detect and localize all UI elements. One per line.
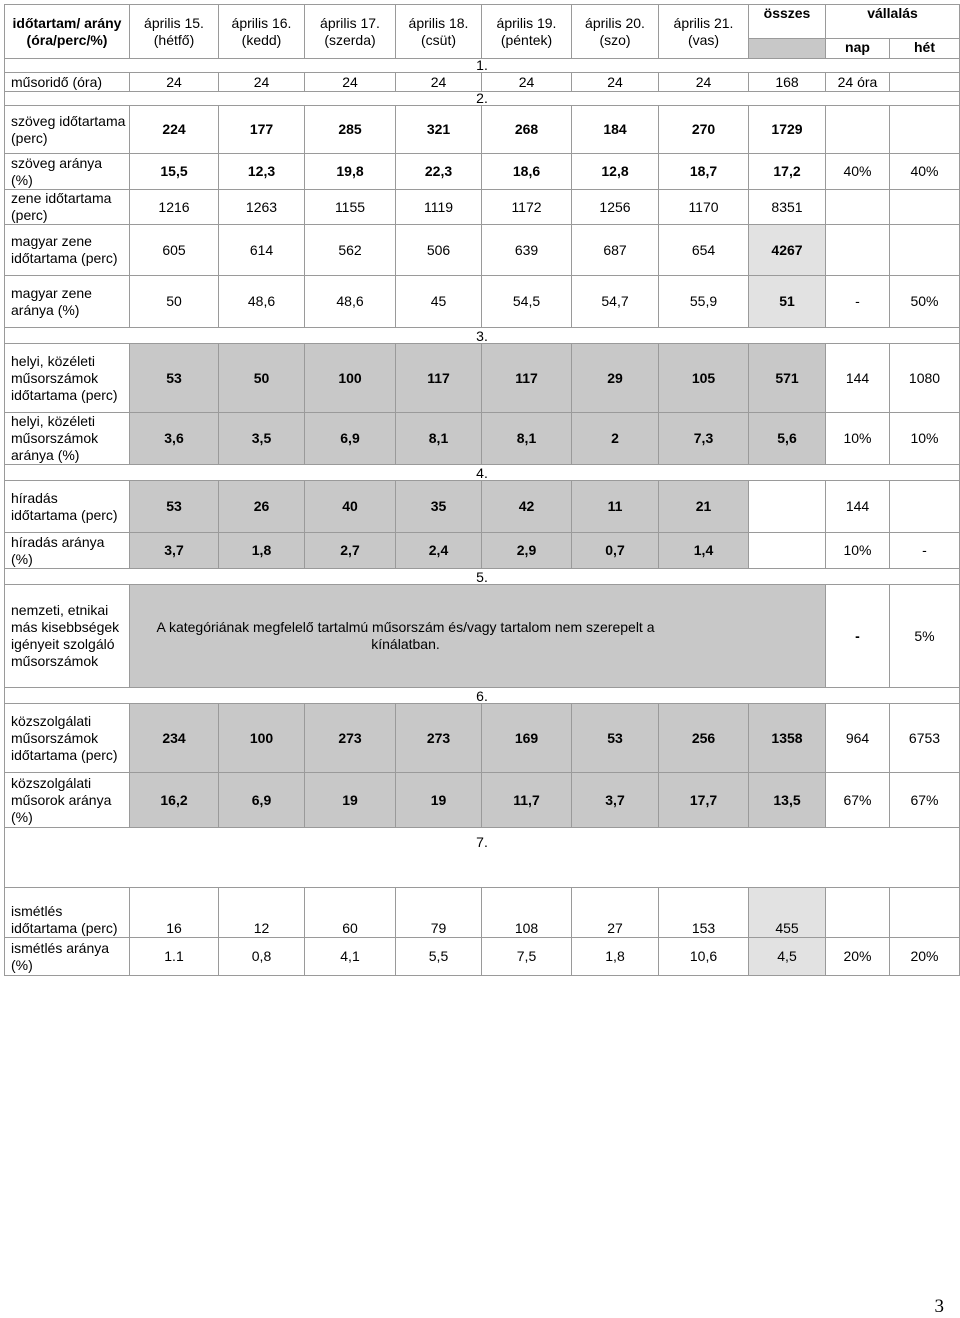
header-day-3: április 17. (szerda) xyxy=(305,5,396,59)
header-total: összes xyxy=(749,5,826,39)
cell: 1170 xyxy=(659,190,749,225)
cell: 100 xyxy=(305,344,396,413)
row-helyi-ido xyxy=(5,344,960,413)
total-cell: 4267 xyxy=(749,225,826,276)
section-5: 5. xyxy=(5,569,960,585)
total-cell: 1729 xyxy=(749,106,826,154)
cell: 1,8 xyxy=(572,938,659,976)
cell: 19,8 xyxy=(305,154,396,190)
commit-day-cell: 67% xyxy=(826,773,890,828)
cell: 639 xyxy=(482,225,572,276)
commit-day-cell: 10% xyxy=(826,413,890,465)
cell: 48,6 xyxy=(219,276,305,328)
cell: 234 xyxy=(130,704,219,773)
cell: 270 xyxy=(659,106,749,154)
cell: 7,3 xyxy=(659,413,749,465)
cell: 24 xyxy=(130,73,219,92)
total-cell: 13,5 xyxy=(749,773,826,828)
cell: 3,5 xyxy=(219,413,305,465)
row-ismetles-ido xyxy=(5,888,960,938)
page-number: 3 xyxy=(934,1296,944,1317)
total-cell: 51 xyxy=(749,276,826,328)
cell: 6,9 xyxy=(305,413,396,465)
cell: 11 xyxy=(572,481,659,533)
row-szoveg-arany xyxy=(5,154,960,190)
commit-day-cell: 40% xyxy=(826,154,890,190)
section-4: 4. xyxy=(5,465,960,481)
cell: 60 xyxy=(305,888,396,938)
row-hirado-arany xyxy=(5,533,960,569)
cell: 18,6 xyxy=(482,154,572,190)
cell: 15,5 xyxy=(130,154,219,190)
header-day-1: április 15. (hétfő) xyxy=(130,5,219,59)
cell: 605 xyxy=(130,225,219,276)
section-2: 2. xyxy=(5,92,960,106)
cell: 53 xyxy=(130,344,219,413)
cell: 16,2 xyxy=(130,773,219,828)
cell: 105 xyxy=(659,344,749,413)
cell: 3,6 xyxy=(130,413,219,465)
cell: 17,7 xyxy=(659,773,749,828)
row-hirado-ido xyxy=(5,481,960,533)
cell: 285 xyxy=(305,106,396,154)
cell: 53 xyxy=(572,704,659,773)
cell: 21 xyxy=(659,481,749,533)
cell: 1216 xyxy=(130,190,219,225)
cell: 11,7 xyxy=(482,773,572,828)
cell: 8,1 xyxy=(482,413,572,465)
cell: 54,5 xyxy=(482,276,572,328)
total-cell: 571 xyxy=(749,344,826,413)
row-helyi-arany xyxy=(5,413,960,465)
commit-week-cell: 40% xyxy=(890,154,960,190)
cell: 153 xyxy=(659,888,749,938)
cell: 614 xyxy=(219,225,305,276)
cell: 8,1 xyxy=(396,413,482,465)
cell: 0,8 xyxy=(219,938,305,976)
commit-week-cell xyxy=(890,73,960,92)
section-7: 7. xyxy=(5,828,960,888)
cell: 12,3 xyxy=(219,154,305,190)
cell: 100 xyxy=(219,704,305,773)
commit-day-cell: - xyxy=(826,585,890,688)
cell: 108 xyxy=(482,888,572,938)
cell: 29 xyxy=(572,344,659,413)
header-row xyxy=(5,5,960,39)
cell: 6,9 xyxy=(219,773,305,828)
cell: 1,4 xyxy=(659,533,749,569)
cell: 117 xyxy=(482,344,572,413)
row-label: magyar zene időtartama (perc) xyxy=(5,225,130,276)
row-label: közszolgálati műsorszámok időtartama (perc) xyxy=(5,704,130,773)
cell: 1172 xyxy=(482,190,572,225)
header-day-4: április 18. (csüt) xyxy=(396,5,482,59)
total-cell: 8351 xyxy=(749,190,826,225)
commit-day-cell xyxy=(826,190,890,225)
cell: 16 xyxy=(130,888,219,938)
cell: 79 xyxy=(396,888,482,938)
total-cell: 455 xyxy=(749,888,826,938)
cell: 19 xyxy=(396,773,482,828)
cell: 53 xyxy=(130,481,219,533)
section-6: 6. xyxy=(5,688,960,704)
cell: 2,4 xyxy=(396,533,482,569)
row-label: szöveg időtartama (perc) xyxy=(5,106,130,154)
total-cell: 17,2 xyxy=(749,154,826,190)
commit-day-cell: 144 xyxy=(826,344,890,413)
commit-day-cell xyxy=(826,225,890,276)
cell: 224 xyxy=(130,106,219,154)
cell: 2 xyxy=(572,413,659,465)
row-mzene-arany xyxy=(5,276,960,328)
cell: 27 xyxy=(572,888,659,938)
cell: 256 xyxy=(659,704,749,773)
total-cell: 168 xyxy=(749,73,826,92)
commit-week-cell: - xyxy=(890,533,960,569)
header-commit-week: hét xyxy=(890,39,960,59)
commit-day-cell xyxy=(826,888,890,938)
cell: 177 xyxy=(219,106,305,154)
row-label: helyi, közéleti műsorszámok aránya (%) xyxy=(5,413,130,465)
cell: 24 xyxy=(659,73,749,92)
row-label: műsoridő (óra) xyxy=(5,73,130,92)
commit-week-cell: 10% xyxy=(890,413,960,465)
row-musorido xyxy=(5,73,960,92)
cell: 5,5 xyxy=(396,938,482,976)
cell: 506 xyxy=(396,225,482,276)
cell: 3,7 xyxy=(130,533,219,569)
cell: 48,6 xyxy=(305,276,396,328)
cell: 687 xyxy=(572,225,659,276)
no-content-note: A kategóriának megfelelő tartalmú műsorszám és/vagy tartalom nem szerepelt a kínálatban. xyxy=(130,585,826,688)
cell: 1,8 xyxy=(219,533,305,569)
cell: 1119 xyxy=(396,190,482,225)
cell: 50 xyxy=(130,276,219,328)
commit-week-cell: 20% xyxy=(890,938,960,976)
row-nemzeti xyxy=(5,585,960,688)
commit-week-cell xyxy=(890,190,960,225)
commit-week-cell: 67% xyxy=(890,773,960,828)
commit-day-cell: 10% xyxy=(826,533,890,569)
commit-week-cell xyxy=(890,225,960,276)
total-cell xyxy=(749,533,826,569)
header-label: időtartam/ arány (óra/perc/%) xyxy=(5,5,130,59)
header-commit: vállalás xyxy=(826,5,960,39)
row-label: helyi, közéleti műsorszámok időtartama (perc) xyxy=(5,344,130,413)
row-label: nemzeti, etnikai más kisebbségek igényeit szolgáló műsorszámok xyxy=(5,585,130,688)
row-label: híradás aránya (%) xyxy=(5,533,130,569)
cell: 26 xyxy=(219,481,305,533)
cell: 1263 xyxy=(219,190,305,225)
header-total-filler xyxy=(749,39,826,59)
row-zene-ido xyxy=(5,190,960,225)
cell: 24 xyxy=(396,73,482,92)
cell: 184 xyxy=(572,106,659,154)
row-kozszolg-arany xyxy=(5,773,960,828)
cell: 273 xyxy=(396,704,482,773)
commit-week-cell: 6753 xyxy=(890,704,960,773)
row-label: híradás időtartama (perc) xyxy=(5,481,130,533)
cell: 273 xyxy=(305,704,396,773)
commit-day-cell: 964 xyxy=(826,704,890,773)
commit-week-cell xyxy=(890,106,960,154)
commit-week-cell xyxy=(890,481,960,533)
cell: 18,7 xyxy=(659,154,749,190)
row-ismetles-arany xyxy=(5,938,960,976)
section-1: 1. xyxy=(5,59,960,73)
cell: 169 xyxy=(482,704,572,773)
commit-week-cell xyxy=(890,888,960,938)
total-cell xyxy=(749,481,826,533)
cell: 10,6 xyxy=(659,938,749,976)
cell: 24 xyxy=(572,73,659,92)
row-label: közszolgálati műsorok aránya (%) xyxy=(5,773,130,828)
header-day-6: április 20. (szo) xyxy=(572,5,659,59)
cell: 562 xyxy=(305,225,396,276)
cell: 2,9 xyxy=(482,533,572,569)
row-label: zene időtartama (perc) xyxy=(5,190,130,225)
cell: 19 xyxy=(305,773,396,828)
cell: 2,7 xyxy=(305,533,396,569)
cell: 1155 xyxy=(305,190,396,225)
header-day-5: április 19. (péntek) xyxy=(482,5,572,59)
cell: 22,3 xyxy=(396,154,482,190)
cell: 24 xyxy=(219,73,305,92)
commit-week-cell: 1080 xyxy=(890,344,960,413)
header-day-7: április 21. (vas) xyxy=(659,5,749,59)
cell: 24 xyxy=(305,73,396,92)
cell: 45 xyxy=(396,276,482,328)
cell: 24 xyxy=(482,73,572,92)
row-label: magyar zene aránya (%) xyxy=(5,276,130,328)
commit-week-cell: 50% xyxy=(890,276,960,328)
cell: 268 xyxy=(482,106,572,154)
cell: 12,8 xyxy=(572,154,659,190)
header-day-2: április 16. (kedd) xyxy=(219,5,305,59)
row-label: ismétlés időtartama (perc) xyxy=(5,888,130,938)
section-3: 3. xyxy=(5,328,960,344)
cell: 117 xyxy=(396,344,482,413)
commit-day-cell: 144 xyxy=(826,481,890,533)
row-mzene-ido xyxy=(5,225,960,276)
commit-day-cell: - xyxy=(826,276,890,328)
row-label: szöveg aránya (%) xyxy=(5,154,130,190)
broadcast-schedule-table xyxy=(4,4,960,976)
cell: 654 xyxy=(659,225,749,276)
commit-week-cell: 5% xyxy=(890,585,960,688)
row-kozszolg-ido xyxy=(5,704,960,773)
cell: 35 xyxy=(396,481,482,533)
total-cell: 1358 xyxy=(749,704,826,773)
cell: 7,5 xyxy=(482,938,572,976)
cell: 1.1 xyxy=(130,938,219,976)
commit-day-cell xyxy=(826,106,890,154)
cell: 55,9 xyxy=(659,276,749,328)
commit-day-cell: 20% xyxy=(826,938,890,976)
total-cell: 4,5 xyxy=(749,938,826,976)
row-szoveg-ido xyxy=(5,106,960,154)
cell: 50 xyxy=(219,344,305,413)
commit-day-cell: 24 óra xyxy=(826,73,890,92)
cell: 42 xyxy=(482,481,572,533)
row-label: ismétlés aránya (%) xyxy=(5,938,130,976)
header-commit-day: nap xyxy=(826,39,890,59)
cell: 1256 xyxy=(572,190,659,225)
total-cell: 5,6 xyxy=(749,413,826,465)
cell: 12 xyxy=(219,888,305,938)
cell: 321 xyxy=(396,106,482,154)
cell: 54,7 xyxy=(572,276,659,328)
cell: 40 xyxy=(305,481,396,533)
cell: 4,1 xyxy=(305,938,396,976)
cell: 0,7 xyxy=(572,533,659,569)
cell: 3,7 xyxy=(572,773,659,828)
